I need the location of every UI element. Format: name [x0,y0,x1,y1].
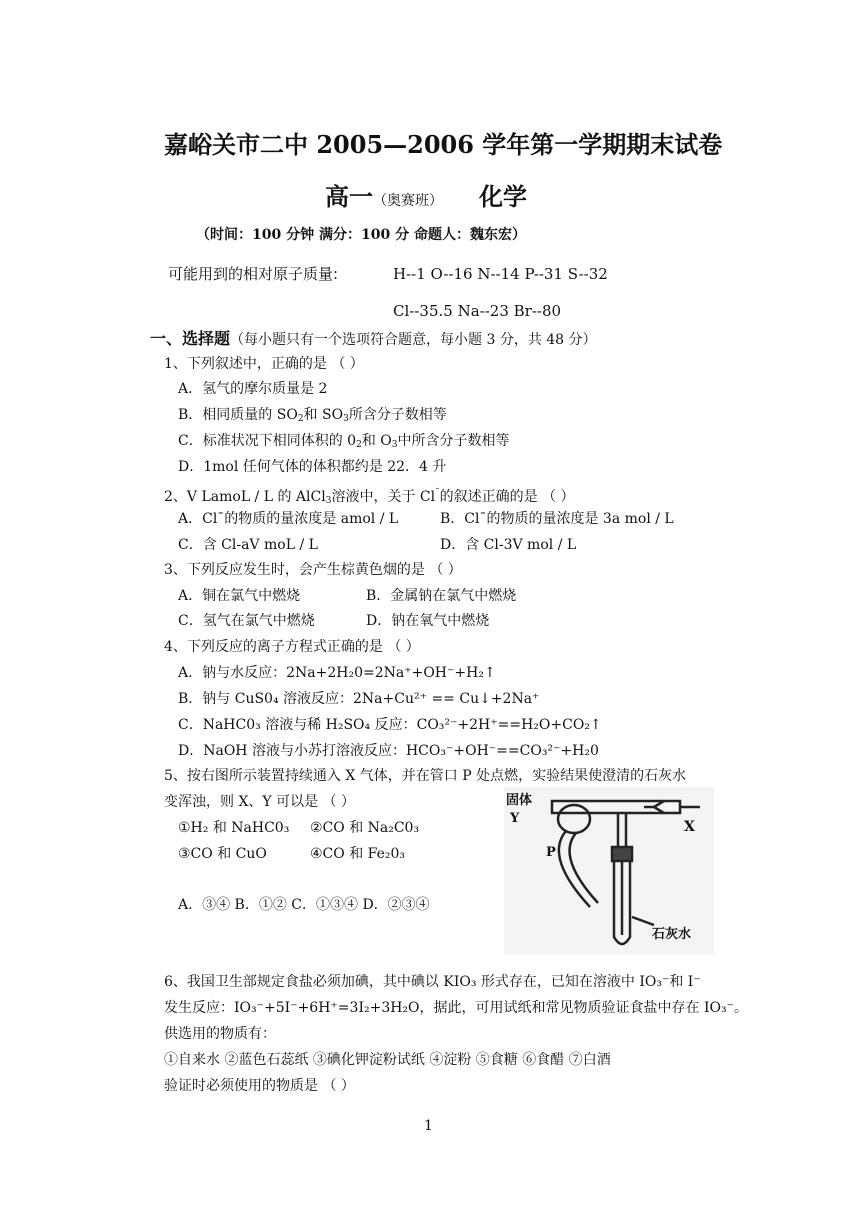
q5-choice-3: ③CO 和 CuO [178,846,267,862]
q5-choice-2: ②CO 和 Na₂C0₃ [310,820,420,836]
q3-option-b: B．金属钠在氯气中燃烧 [366,588,517,604]
atomic-mass-label: 可能用到的相对原子质量: [168,265,339,283]
solid-bulb [558,805,590,833]
apparatus-figure [504,787,714,954]
exam-title: 嘉峪关市二中 2005—2006 学年第一学期期末试卷 [164,130,723,159]
q6-line-1: 6、我国卫生部规定食盐必须加碘，其中碘以 KIO₃ 形式存在，已知在溶液中 IO₃⁻和 I⁻ [164,974,701,990]
page-number: 1 [424,1118,433,1134]
figure-label-limewater: 石灰水 [652,927,692,942]
q4-option-b: B．钠与 CuS0₄ 溶液反应：2Na+Cu²⁺ == Cu↓+2Na⁺ [178,691,540,707]
section-note: （每小题只有一个选项符合题意，每小题 3 分，共 48 分） [230,332,597,348]
figure-label-x: X [684,819,695,835]
q3-option-c: C．氢气在氯气中燃烧 [178,613,315,629]
q2-option-c: C．含 Cl-aV moL / L [178,537,318,553]
q1-option-a: A．氢气的摩尔质量是 2 [178,381,328,397]
section-title: 一、选择题 [150,329,231,348]
atomic-mass-row-2: Cl--35.5 Na--23 Br--80 [393,302,562,320]
exam-subtitle [325,183,527,215]
q5-choice-1: ①H₂ 和 NaHC0₃ [178,820,290,836]
q1-stem: 1、下列叙述中，正确的是 （ ） [164,356,364,372]
q3-option-a: A．铜在氯气中燃烧 [178,588,301,604]
figure-label-p: P [546,845,556,860]
q2-stem-part3: 的叙述正确的是 （ ） [439,489,575,505]
q5-stem: 5、按右图所示装置持续通入 X 气体，并在管口 P 处点燃，实验结果使澄清的石灰水 [164,768,687,784]
q1-option-d: D．1mol 任何气体的体积都约是 22．4 升 [178,459,447,475]
subject-label: 化学 [479,182,527,211]
q1-c-part2: 和 O [361,433,392,449]
figure-label-y: Y [510,811,520,826]
q4-option-c: C．NaHC0₃ 溶液与稀 H₂SO₄ 反应：CO₃²⁻+2H⁺==H₂O+CO₂↑ [178,717,602,733]
q2-option-a: A．Cl¯的物质的量浓度是 amol / L [178,511,399,527]
q6-line-2: 发生反应：IO₃⁻+5I⁻+6H⁺=3I₂+3H₂O，据此，可用试纸和常见物质验证食盐中存在 IO₃⁻。 [164,1000,748,1016]
q1-b-part1: B．相同质量的 SO [178,407,298,423]
q6-line-3: 供选用的物质有： [164,1026,276,1042]
q1-c-part3: 中所含分子数相等 [397,433,510,449]
q2-option-b: B．Cl¯的物质的量浓度是 3a mol / L [440,511,674,527]
class-note: （奥赛班） [373,193,443,209]
grade-label: 高一 [325,182,373,211]
q6-line-4: ①自来水 ②蓝色石蕊纸 ③碘化钾淀粉试纸 ④淀粉 ⑤食糖 ⑥食醋 ⑦白酒 [164,1052,611,1068]
q2-stem-part1: 2、V LamoL / L 的 AlCl [164,489,326,505]
q2-stem: 2、V LamoL / L 的 AlCl$_3$溶液中，关于 Cl¯的叙述正确的是 （ ） [164,488,575,506]
q3-stem: 3、下列反应发生时，会产生棕黄色烟的是 （ ） [164,562,462,578]
q1-b-part3: 所含分子数相等 [348,407,447,423]
q5-choice-4: ④CO 和 Fe₂0₃ [310,846,406,862]
q1-option-b: B．相同质量的 $SO_2$和 $SO_3$所含分子数相等 [178,407,447,424]
q1-c-part1: C．标准状况下相同体积的 0 [178,433,357,449]
q5-answers: A．③④ B．①② C．①③④ D．②③④ [178,897,430,913]
q4-option-d: D．NaOH 溶液与小苏打溶液反应：HCO₃⁻+OH⁻==CO₃²⁻+H₂0 [178,743,599,759]
atomic-mass-row-1: H--1 O--16 N--14 P--31 S--32 [393,265,608,283]
section-heading [150,330,597,349]
q1-option-c: C．标准状况下相同体积的 $0_2$和 $O_3$中所含分子数相等 [178,433,510,450]
q3-option-d: D．钠在氧气中燃烧 [366,613,490,629]
q1-b-part2: 和 SO [303,407,344,423]
q4-option-a: A．钠与水反应：2Na+2H₂0=2Na⁺+OH⁻+H₂↑ [178,665,496,681]
q2-option-d: D．含 Cl-3V mol / L [440,537,577,553]
exam-info: （时间：100 分钟 满分：100 分 命题人：魏东宏） [196,227,526,243]
q4-stem: 4、下列反应的离子方程式正确的是 （ ） [164,639,420,655]
figure-label-solid: 固体 [506,793,533,808]
q5-stem-2: 变浑浊，则 X、Y 可以是 （ ） [164,794,356,810]
q6-line-5: 验证时必须使用的物质是 （ ） [164,1078,355,1094]
q2-stem-part2: 溶液中，关于 Cl [331,489,436,505]
